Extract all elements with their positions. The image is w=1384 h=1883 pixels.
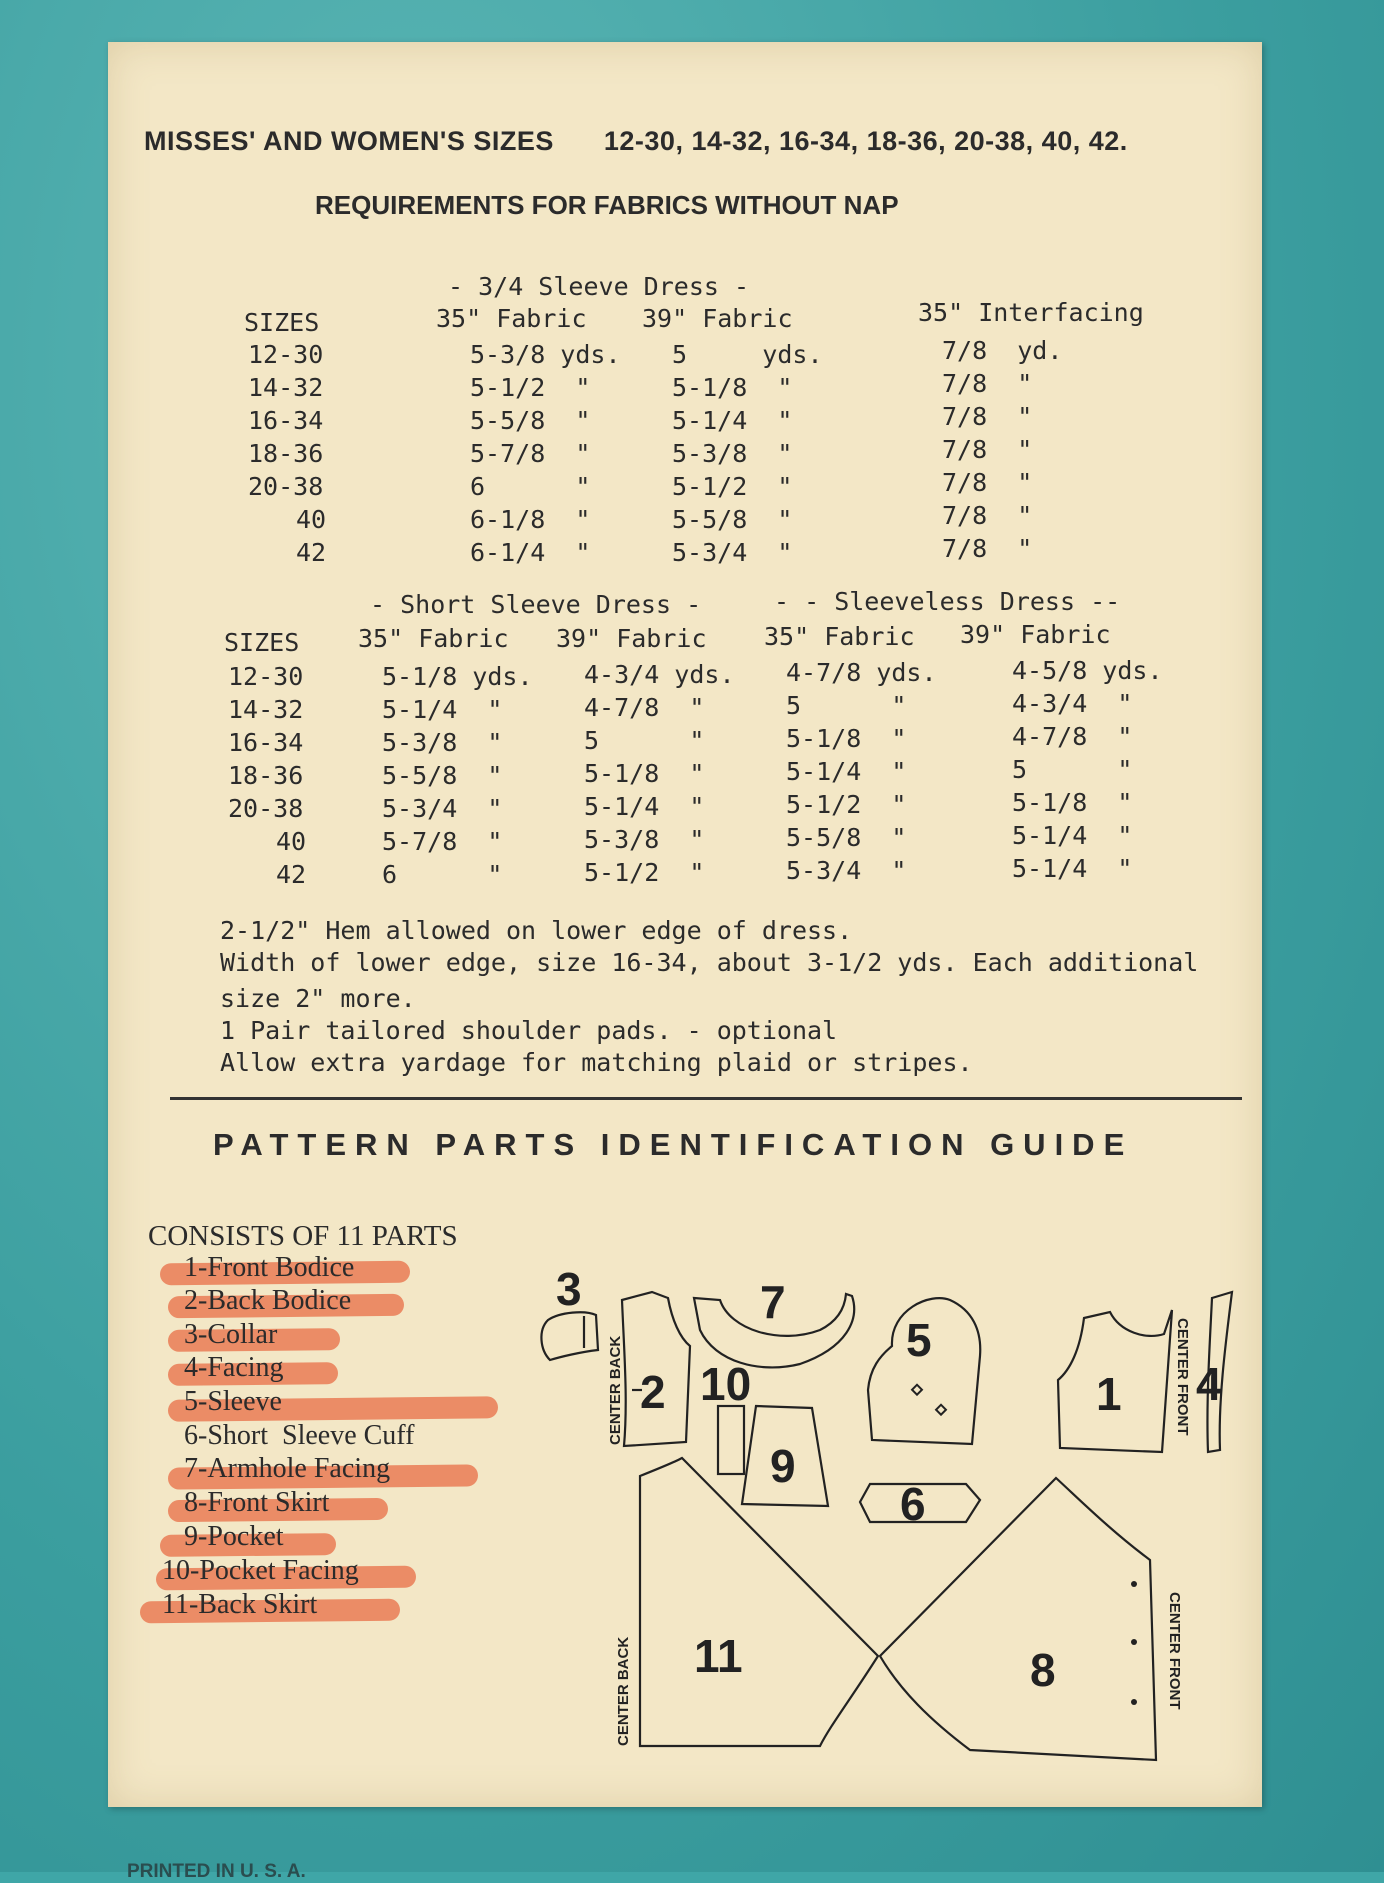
pocket-facing-piece bbox=[718, 1406, 744, 1474]
table2-cell: 4-3/4 yds. bbox=[584, 660, 735, 689]
table1-size: 14-32 bbox=[248, 373, 324, 402]
table2-header-short-39: 39" Fabric bbox=[556, 624, 707, 653]
table1-header-39: 39" Fabric bbox=[642, 304, 793, 333]
center-front-label-skirt: CENTER FRONT bbox=[1166, 1592, 1183, 1710]
part-number-9: 9 bbox=[770, 1440, 796, 1492]
table2-cell: 5-1/8 yds. bbox=[382, 662, 533, 691]
requirements-subheading: REQUIREMENTS FOR FABRICS WITHOUT NAP bbox=[315, 190, 899, 220]
table2-cell: 5-1/8 " bbox=[786, 724, 907, 753]
table1-size: 42 bbox=[296, 538, 327, 567]
list-item: 1-Front Bodice bbox=[184, 1252, 355, 1283]
table1-cell: 5-7/8 " bbox=[470, 439, 591, 468]
table2-cell: 4-7/8 yds. bbox=[786, 658, 937, 687]
table1-cell: 5-5/8 " bbox=[470, 406, 591, 435]
table1-size: 40 bbox=[296, 505, 327, 534]
table1-cell: 6-1/8 " bbox=[470, 505, 591, 534]
table2-cell: 5-5/8 " bbox=[382, 761, 503, 790]
table2-size: 16-34 bbox=[228, 728, 304, 757]
part-number-6: 6 bbox=[900, 1478, 926, 1530]
table2-cell: 5 " bbox=[786, 691, 907, 720]
table2-cell: 5-1/2 " bbox=[786, 790, 907, 819]
table1-cell: 7/8 " bbox=[942, 468, 1033, 497]
part-number-7: 7 bbox=[760, 1276, 786, 1328]
table2-cell: 4-7/8 " bbox=[1012, 722, 1133, 751]
list-item: 11-Back Skirt bbox=[162, 1589, 318, 1620]
part-number-8: 8 bbox=[1030, 1644, 1056, 1696]
center-front-label: CENTER FRONT bbox=[1174, 1318, 1191, 1436]
table2-cell: 5-5/8 " bbox=[786, 823, 907, 852]
table2-cell: 5-7/8 " bbox=[382, 827, 503, 856]
collar-piece bbox=[541, 1312, 598, 1360]
table1-cell: 5 yds. bbox=[672, 340, 823, 369]
part-number-4: 4 bbox=[1196, 1358, 1222, 1410]
table2-cell: 5-3/4 " bbox=[786, 856, 907, 885]
table2-section-title-sleeveless: - - Sleeveless Dress -- bbox=[774, 587, 1121, 616]
table2-header-sleeveless-39: 39" Fabric bbox=[960, 620, 1111, 649]
table2-cell: 5-3/8 " bbox=[382, 728, 503, 757]
table1-cell: 5-3/4 " bbox=[672, 538, 793, 567]
list-item: 7-Armhole Facing bbox=[184, 1453, 391, 1484]
table1-cell: 5-3/8 yds. bbox=[470, 340, 621, 369]
part-number-3: 3 bbox=[556, 1263, 582, 1315]
list-item: 6-Short Sleeve Cuff bbox=[184, 1420, 415, 1451]
list-item: 3-Collar bbox=[184, 1319, 278, 1350]
table2-header-short-35: 35" Fabric bbox=[358, 624, 509, 653]
table2-cell: 4-5/8 yds. bbox=[1012, 656, 1163, 685]
part-number-11: 11 bbox=[694, 1630, 743, 1682]
table2-cell: 5 " bbox=[1012, 755, 1133, 784]
list-item: 5-Sleeve bbox=[184, 1386, 282, 1417]
table1-cell: 5-3/8 " bbox=[672, 439, 793, 468]
table1-size: 16-34 bbox=[248, 406, 324, 435]
center-back-label-skirt: CENTER BACK bbox=[615, 1636, 632, 1746]
table2-cell: 6 " bbox=[382, 860, 503, 889]
table2-cell: 5-1/2 " bbox=[584, 858, 705, 887]
table2-cell: 5-1/4 " bbox=[382, 695, 503, 724]
table2-cell: 5-3/4 " bbox=[382, 794, 503, 823]
table2-size: 14-32 bbox=[228, 695, 304, 724]
table2-size: 42 bbox=[276, 860, 307, 889]
table1-cell: 6-1/4 " bbox=[470, 538, 591, 567]
table2-size: 20-38 bbox=[228, 794, 304, 823]
table2-section-title-short: - Short Sleeve Dress - bbox=[370, 590, 702, 619]
table2-cell: 5-1/4 " bbox=[584, 792, 705, 821]
table1-cell: 5-5/8 " bbox=[672, 505, 793, 534]
note-hem: 2-1/2" Hem allowed on lower edge of dress. bbox=[220, 916, 853, 945]
table1-cell: 5-1/2 " bbox=[470, 373, 591, 402]
identification-guide-title: PATTERN PARTS IDENTIFICATION GUIDE bbox=[213, 1127, 1134, 1162]
table1-cell: 7/8 " bbox=[942, 402, 1033, 431]
table2-size: 12-30 bbox=[228, 662, 304, 691]
table2-cell: 5 " bbox=[584, 726, 705, 755]
table1-header-interfacing: 35" Interfacing bbox=[918, 298, 1144, 327]
list-item: 10-Pocket Facing bbox=[162, 1555, 359, 1586]
table2-cell: 5-3/8 " bbox=[584, 825, 705, 854]
table1-size: 18-36 bbox=[248, 439, 324, 468]
note-size: size 2" more. bbox=[220, 984, 416, 1013]
part-number-1: 1 bbox=[1096, 1368, 1122, 1420]
part-number-10: 10 bbox=[700, 1358, 752, 1410]
table1-cell: 7/8 yd. bbox=[942, 336, 1063, 365]
table1-cell: 5-1/2 " bbox=[672, 472, 793, 501]
parts-heading: CONSISTS OF 11 PARTS bbox=[148, 1220, 458, 1252]
note-width: Width of lower edge, size 16-34, about 3-1/2 yds. Each additional bbox=[220, 948, 1199, 977]
size-range: 12-30, 14-32, 16-34, 18-36, 20-38, 40, 42. bbox=[603, 126, 1128, 156]
list-item: 8-Front Skirt bbox=[184, 1487, 330, 1518]
table2-cell: 5-1/4 " bbox=[1012, 821, 1133, 850]
table1-size: 12-30 bbox=[248, 340, 324, 369]
size-header-title: MISSES' AND WOMEN'S SIZES bbox=[144, 126, 554, 156]
table1-cell: 5-1/8 " bbox=[672, 373, 793, 402]
table1-header-sizes: SIZES bbox=[244, 308, 320, 337]
table2-cell: 5-1/8 " bbox=[584, 759, 705, 788]
table2-cell: 5-1/4 " bbox=[786, 757, 907, 786]
list-item: 4-Facing bbox=[184, 1352, 284, 1383]
part-number-2: 2 bbox=[640, 1366, 666, 1418]
note-extra-yardage: Allow extra yardage for matching plaid or stripes. bbox=[220, 1048, 973, 1077]
table1-cell: 7/8 " bbox=[942, 369, 1033, 398]
table1-cell: 6 " bbox=[470, 472, 591, 501]
table1-cell: 7/8 " bbox=[942, 501, 1033, 530]
table1-cell: 7/8 " bbox=[942, 534, 1033, 563]
table1-section-title: - 3/4 Sleeve Dress - bbox=[448, 272, 750, 301]
list-item: 9-Pocket bbox=[184, 1521, 284, 1552]
table2-cell: 4-7/8 " bbox=[584, 693, 705, 722]
table2-header-sizes: SIZES bbox=[224, 628, 300, 657]
table2-header-sleeveless-35: 35" Fabric bbox=[764, 622, 915, 651]
list-item: 2-Back Bodice bbox=[184, 1285, 352, 1316]
part-number-5: 5 bbox=[906, 1314, 932, 1366]
center-back-label: CENTER BACK bbox=[607, 1335, 624, 1445]
table1-size: 20-38 bbox=[248, 472, 324, 501]
note-shoulder-pads: 1 Pair tailored shoulder pads. - optional bbox=[220, 1016, 838, 1045]
table2-cell: 4-3/4 " bbox=[1012, 689, 1133, 718]
table2-size: 40 bbox=[276, 827, 307, 856]
table2-cell: 5-1/4 " bbox=[1012, 854, 1133, 883]
table2-cell: 5-1/8 " bbox=[1012, 788, 1133, 817]
printed-in-usa: PRINTED IN U. S. A. bbox=[127, 1861, 306, 1882]
table2-size: 18-36 bbox=[228, 761, 304, 790]
table1-cell: 7/8 " bbox=[942, 435, 1033, 464]
table1-cell: 5-1/4 " bbox=[672, 406, 793, 435]
table1-header-35: 35" Fabric bbox=[436, 304, 587, 333]
back-skirt-piece bbox=[640, 1458, 878, 1746]
